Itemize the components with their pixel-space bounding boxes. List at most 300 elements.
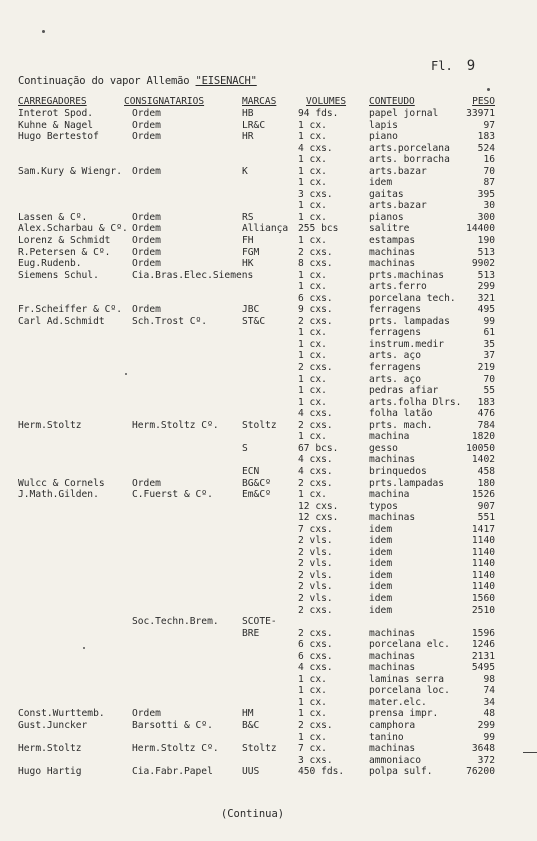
cell-weight: 1140: [471, 558, 495, 570]
cell-consignee: Ordem: [132, 258, 161, 270]
cell-consignee: Ordem: [132, 246, 161, 258]
cell-content: machina: [369, 431, 410, 443]
table-row: [0, 235, 537, 247]
cell-weight: 16: [483, 154, 495, 166]
cell-weight: 321: [477, 292, 495, 304]
cell-content: porcelana loc.: [369, 685, 450, 697]
cell-content: folha latão: [369, 408, 433, 420]
table-row: [0, 270, 537, 282]
cell-content: arts.folha Dlrs.: [369, 396, 462, 408]
cell-consignee: Cia.Bras.Elec.Siemens: [132, 269, 254, 281]
paper-speck: [83, 647, 85, 649]
cell-weight: 513: [477, 246, 495, 258]
cell-weight: 76200: [466, 766, 495, 778]
cell-mark: BG&Cº: [242, 477, 271, 489]
cell-mark: BRE: [242, 627, 260, 639]
table-row: [0, 501, 537, 513]
cell-mark: ST&C: [242, 315, 266, 327]
table-row: [0, 535, 537, 547]
table-row: [0, 166, 537, 178]
cell-content: pianos: [369, 211, 404, 223]
cell-content: idem: [369, 546, 393, 558]
table-row: [0, 350, 537, 362]
cell-content: prts.machinas: [369, 269, 445, 281]
heading-prefix: Continuação do vapor Allemão: [18, 75, 196, 87]
cell-volume: 1 cx.: [298, 235, 327, 247]
cell-weight: 183: [477, 131, 495, 143]
cell-weight: 300: [477, 211, 495, 223]
column-header-carregadores: CARREGADORES: [18, 96, 87, 107]
cell-mark: Em&Cº: [242, 489, 271, 501]
table-row: [0, 616, 537, 628]
cell-content: arts. aço: [369, 373, 421, 385]
table-row: [0, 720, 537, 732]
table-row: [0, 651, 537, 663]
cell-content: arts.bazar: [369, 200, 427, 212]
table-row: [0, 524, 537, 536]
cell-shipper: Hugo Bertestof: [18, 131, 99, 143]
cell-volume: 2 cxs.: [298, 627, 333, 639]
column-header-conteudo: CONTEUDO: [369, 96, 415, 107]
cell-content: machinas: [369, 512, 416, 524]
cell-mark: FGM: [242, 246, 260, 258]
cell-shipper: R.Petersen & Cº.: [18, 246, 111, 258]
cell-content: porcelana elc.: [369, 639, 450, 651]
table-row: [0, 316, 537, 328]
cell-consignee: Ordem: [132, 119, 161, 131]
cell-content: idem: [369, 604, 393, 616]
table-row: [0, 131, 537, 143]
table-row: [0, 662, 537, 674]
folio-value: 9: [466, 58, 476, 74]
cell-weight: 10050: [466, 442, 495, 454]
cell-content: pedras afiar: [369, 385, 439, 397]
cell-content: machinas: [369, 662, 416, 674]
cell-volume: 1 cx.: [298, 489, 327, 501]
cell-content: papel jornal: [369, 108, 439, 119]
continuation-note: [0, 808, 537, 820]
cell-weight: 61: [483, 327, 495, 339]
cell-volume: 1 cx.: [298, 200, 327, 212]
table-row: [0, 570, 537, 582]
cell-content: ferragens: [369, 304, 421, 316]
table-row: [0, 547, 537, 559]
cell-volume: 1 cx.: [298, 396, 327, 408]
cell-mark: HM: [242, 708, 254, 720]
table-row: [0, 397, 537, 409]
cell-weight: 524: [477, 142, 495, 154]
cell-content: ferragens: [369, 327, 421, 339]
cell-shipper: Const.Wurttemb.: [18, 708, 105, 720]
table-row: [0, 766, 537, 778]
cell-volume: 1 cx.: [298, 385, 327, 397]
paper-speck: [487, 88, 490, 91]
cell-volume: 1 cx.: [298, 431, 327, 443]
cell-content: salitre: [369, 223, 410, 235]
cell-content: idem: [369, 535, 393, 547]
cell-weight: 180: [477, 477, 495, 489]
table-row: [0, 154, 537, 166]
cell-volume: 6 cxs.: [298, 639, 333, 651]
cell-consignee: Ordem: [132, 211, 161, 223]
cell-volume: 2 cxs.: [298, 315, 333, 327]
table-row: [0, 374, 537, 386]
cell-consignee: C.Fuerst & Cº.: [132, 489, 213, 501]
cell-mark: HR: [242, 131, 254, 143]
cell-content: prts. mach.: [369, 419, 433, 431]
cell-volume: 2 vls.: [298, 569, 333, 581]
cell-volume: 3 cxs.: [298, 188, 333, 200]
cell-content: polpa sulf.: [369, 766, 433, 778]
cell-volume: 1 cx.: [298, 673, 327, 685]
edge-mark: [523, 752, 537, 753]
cell-content: machinas: [369, 743, 416, 755]
cell-volume: 3 cxs.: [298, 754, 333, 766]
cell-volume: 2 vls.: [298, 592, 333, 604]
cell-weight: 1596: [471, 627, 495, 639]
cell-volume: 7 cxs.: [298, 523, 333, 535]
cell-consignee: Soc.Techn.Brem.: [132, 616, 219, 628]
table-row: [0, 581, 537, 593]
column-header-consignatarios: CONSIGNATARIOS: [124, 96, 205, 107]
cell-consignee: Ordem: [132, 708, 161, 720]
table-row: [0, 223, 537, 235]
cell-consignee: Ordem: [132, 477, 161, 489]
cell-content: machina: [369, 489, 410, 501]
cell-mark: UUS: [242, 766, 260, 778]
cell-weight: 1140: [471, 546, 495, 558]
table-row: [0, 212, 537, 224]
cell-weight: 513: [477, 269, 495, 281]
cell-volume: 1 cx.: [298, 211, 327, 223]
cell-content: prts.lampadas: [369, 477, 445, 489]
cell-shipper: Herm.Stoltz: [18, 419, 82, 431]
cell-weight: 1560: [471, 592, 495, 604]
table-row: [0, 628, 537, 640]
cell-content: instrum.medir: [369, 338, 445, 350]
cell-volume: 255 bcs: [298, 223, 339, 235]
cell-mark: LR&C: [242, 119, 266, 131]
table-row: [0, 697, 537, 709]
cell-volume: 4 cxs.: [298, 142, 333, 154]
cell-consignee: Herm.Stoltz Cº.: [132, 419, 219, 431]
cell-weight: 1820: [471, 431, 495, 443]
cell-content: machinas: [369, 246, 416, 258]
cell-mark: K: [242, 165, 248, 177]
cell-shipper: Eug.Rudenb.: [18, 258, 82, 270]
cell-content: idem: [369, 558, 393, 570]
cell-volume: 2 vls.: [298, 535, 333, 547]
cell-content: ferragens: [369, 362, 421, 374]
cell-weight: 299: [477, 281, 495, 293]
cell-weight: 183: [477, 396, 495, 408]
table-row: [0, 258, 537, 270]
table-row: [0, 431, 537, 443]
table-row: [0, 120, 537, 132]
cell-weight: 551: [477, 512, 495, 524]
cell-volume: 67 bcs.: [298, 442, 339, 454]
cell-weight: 2510: [471, 604, 495, 616]
table-row: [0, 674, 537, 686]
cell-content: machinas: [369, 258, 416, 270]
table-row: [0, 466, 537, 478]
cell-volume: 450 fds.: [298, 766, 345, 778]
cell-volume: 2 vls.: [298, 558, 333, 570]
cell-mark: HK: [242, 258, 254, 270]
table-row: [0, 304, 537, 316]
cell-weight: 458: [477, 465, 495, 477]
table-row: [0, 593, 537, 605]
cell-mark: ECN: [242, 465, 260, 477]
cell-volume: 6 cxs.: [298, 292, 333, 304]
footer-text: (Continua): [220, 808, 285, 820]
manifest-table: [0, 108, 537, 778]
cell-shipper: Wulcc & Cornels: [18, 477, 105, 489]
cell-content: gesso: [369, 442, 398, 454]
paper-speck: [125, 373, 127, 375]
cell-content: brinquedos: [369, 465, 427, 477]
cell-content: idem: [369, 581, 393, 593]
cell-consignee: Sch.Trost Cº.: [132, 315, 208, 327]
table-row: [0, 685, 537, 697]
table-row: [0, 177, 537, 189]
cell-weight: 190: [477, 235, 495, 247]
table-row: [0, 489, 537, 501]
cell-content: idem: [369, 177, 393, 189]
table-row: [0, 362, 537, 374]
cell-content: machinas: [369, 454, 416, 466]
cell-shipper: Hugo Hartig: [18, 766, 82, 778]
cell-volume: 2 cxs.: [298, 362, 333, 374]
cell-content: mater.elc.: [369, 696, 427, 708]
cell-volume: 2 cxs.: [298, 477, 333, 489]
cell-weight: 33971: [466, 108, 495, 119]
cell-volume: 2 cxs.: [298, 604, 333, 616]
cell-mark: S: [242, 442, 248, 454]
table-row: [0, 454, 537, 466]
folio-label: Fl.: [431, 59, 453, 73]
table-row: [0, 478, 537, 490]
cell-content: machinas: [369, 627, 416, 639]
cell-consignee: Ordem: [132, 165, 161, 177]
cell-weight: 1140: [471, 581, 495, 593]
cell-volume: 1 cx.: [298, 165, 327, 177]
table-row: [0, 443, 537, 455]
cell-weight: 372: [477, 754, 495, 766]
cell-content: prts. lampadas: [369, 315, 450, 327]
cell-volume: 1 cx.: [298, 708, 327, 720]
cell-volume: 12 cxs.: [298, 500, 339, 512]
cell-weight: 9902: [471, 258, 495, 270]
cell-volume: 2 vls.: [298, 546, 333, 558]
cell-content: tanino: [369, 731, 404, 743]
cell-content: arts. borracha: [369, 154, 450, 166]
table-row: [0, 708, 537, 720]
table-row: [0, 732, 537, 744]
cell-volume: 1 cx.: [298, 338, 327, 350]
cell-weight: 2131: [471, 650, 495, 662]
cell-content: ammoniaco: [369, 754, 421, 766]
cell-volume: 8 cxs.: [298, 258, 333, 270]
table-row: [0, 108, 537, 120]
cell-weight: 99: [483, 731, 495, 743]
cell-content: arts. aço: [369, 350, 421, 362]
cell-consignee: Ordem: [132, 131, 161, 143]
cell-weight: 219: [477, 362, 495, 374]
cell-shipper: Carl Ad.Schmidt: [18, 315, 105, 327]
cell-volume: 6 cxs.: [298, 650, 333, 662]
cell-volume: 1 cx.: [298, 131, 327, 143]
cell-content: estampas: [369, 235, 416, 247]
cell-weight: 87: [483, 177, 495, 189]
cell-weight: 1526: [471, 489, 495, 501]
table-row: [0, 605, 537, 617]
cell-weight: 99: [483, 315, 495, 327]
cell-volume: 1 cx.: [298, 154, 327, 166]
cell-weight: 98: [483, 673, 495, 685]
table-row: [0, 512, 537, 524]
cell-mark: Stoltz: [242, 419, 277, 431]
cell-content: typos: [369, 500, 398, 512]
cell-content: gaitas: [369, 188, 404, 200]
column-header-peso: PESO: [472, 96, 495, 107]
cell-weight: 35: [483, 338, 495, 350]
cell-content: arts.porcelana: [369, 142, 450, 154]
cell-weight: 1246: [471, 639, 495, 651]
table-row: [0, 339, 537, 351]
cell-weight: 299: [477, 719, 495, 731]
cell-volume: 2 cxs.: [298, 246, 333, 258]
cell-weight: 1140: [471, 569, 495, 581]
cell-volume: 7 cx.: [298, 743, 327, 755]
cell-volume: 4 cxs.: [298, 408, 333, 420]
cell-volume: 1 cx.: [298, 696, 327, 708]
ship-name: "EISENACH": [195, 75, 257, 87]
table-row: [0, 143, 537, 155]
cell-weight: 37: [483, 350, 495, 362]
cell-volume: 2 vls.: [298, 581, 333, 593]
cell-weight: 97: [483, 119, 495, 131]
cell-consignee: Ordem: [132, 304, 161, 316]
cell-consignee: Ordem: [132, 108, 161, 119]
paper-speck: [42, 30, 45, 33]
table-row: [0, 420, 537, 432]
cell-content: laminas serra: [369, 673, 445, 685]
cell-mark: B&C: [242, 719, 260, 731]
cell-mark: SCOTE-: [242, 616, 277, 628]
table-row: [0, 247, 537, 259]
cell-content: camphora: [369, 719, 416, 731]
cell-mark: Stoltz: [242, 743, 277, 755]
cell-weight: 1140: [471, 535, 495, 547]
column-header-volumes: VOLUMES: [306, 96, 347, 107]
cell-volume: 1 cx.: [298, 350, 327, 362]
cell-shipper: Lorenz & Schmidt: [18, 235, 111, 247]
cell-weight: 30: [483, 200, 495, 212]
cell-shipper: Kuhne & Nagel: [18, 119, 94, 131]
cell-volume: 1 cx.: [298, 281, 327, 293]
cell-shipper: Lassen & Cº.: [18, 211, 88, 223]
cell-consignee: Cia.Fabr.Papel: [132, 766, 213, 778]
cell-shipper: Interot Spod.: [18, 108, 94, 119]
cell-weight: 476: [477, 408, 495, 420]
table-row: [0, 293, 537, 305]
cell-mark: FH: [242, 235, 254, 247]
cell-content: arts.ferro: [369, 281, 427, 293]
cell-weight: 495: [477, 304, 495, 316]
table-row: [0, 639, 537, 651]
cell-mark: Alliança: [242, 223, 289, 235]
cell-weight: 70: [483, 373, 495, 385]
cell-content: idem: [369, 523, 393, 535]
cell-content: idem: [369, 592, 393, 604]
cell-consignee: Barsotti & Cº.: [132, 719, 213, 731]
cell-consignee: Herm.Stoltz Cº.: [132, 743, 219, 755]
cell-weight: 55: [483, 385, 495, 397]
cell-weight: 395: [477, 188, 495, 200]
cell-content: piano: [369, 131, 398, 143]
cell-content: machinas: [369, 650, 416, 662]
cell-volume: 1 cx.: [298, 177, 327, 189]
cell-weight: 34: [483, 696, 495, 708]
cell-volume: 1 cx.: [298, 119, 327, 131]
cell-volume: 12 cxs.: [298, 512, 339, 524]
column-header-marcas: MARCAS: [242, 96, 277, 107]
cell-shipper: Alex.Scharbau & Cº.: [18, 223, 128, 235]
cell-content: idem: [369, 569, 393, 581]
cell-volume: 1 cx.: [298, 327, 327, 339]
table-row: [0, 281, 537, 293]
cell-content: prensa impr.: [369, 708, 439, 720]
cell-volume: 1 cx.: [298, 373, 327, 385]
cell-weight: 1417: [471, 523, 495, 535]
cell-weight: 48: [483, 708, 495, 720]
cell-volume: 1 cx.: [298, 731, 327, 743]
cell-volume: 1 cx.: [298, 685, 327, 697]
table-row: [0, 408, 537, 420]
cell-volume: 1 cx.: [298, 269, 327, 281]
table-row: [0, 558, 537, 570]
cell-content: arts.bazar: [369, 165, 427, 177]
cell-shipper: Siemens Schul.: [18, 269, 99, 281]
cell-volume: 2 cxs.: [298, 719, 333, 731]
cell-weight: 70: [483, 165, 495, 177]
cell-content: porcelana tech.: [369, 292, 456, 304]
cell-weight: 3648: [471, 743, 495, 755]
cell-weight: 14400: [466, 223, 495, 235]
cell-volume: 2 cxs.: [298, 419, 333, 431]
cell-mark: HB: [242, 108, 254, 119]
table-row: [0, 755, 537, 767]
cell-consignee: Ordem: [132, 235, 161, 247]
cell-weight: 74: [483, 685, 495, 697]
cell-volume: 94 fds.: [298, 108, 339, 119]
page-heading: [18, 75, 257, 87]
cell-weight: 907: [477, 500, 495, 512]
table-row: [0, 743, 537, 755]
cell-mark: RS: [242, 211, 254, 223]
cell-weight: 784: [477, 419, 495, 431]
folio-number: [431, 58, 475, 74]
cell-volume: 9 cxs.: [298, 304, 333, 316]
table-row: [0, 189, 537, 201]
cell-shipper: J.Math.Gilden.: [18, 489, 99, 501]
cell-shipper: Sam.Kury & Wiengr.: [18, 165, 122, 177]
cell-volume: 4 cxs.: [298, 662, 333, 674]
cell-consignee: Ordem: [132, 223, 161, 235]
table-row: [0, 200, 537, 212]
cell-mark: JBC: [242, 304, 260, 316]
